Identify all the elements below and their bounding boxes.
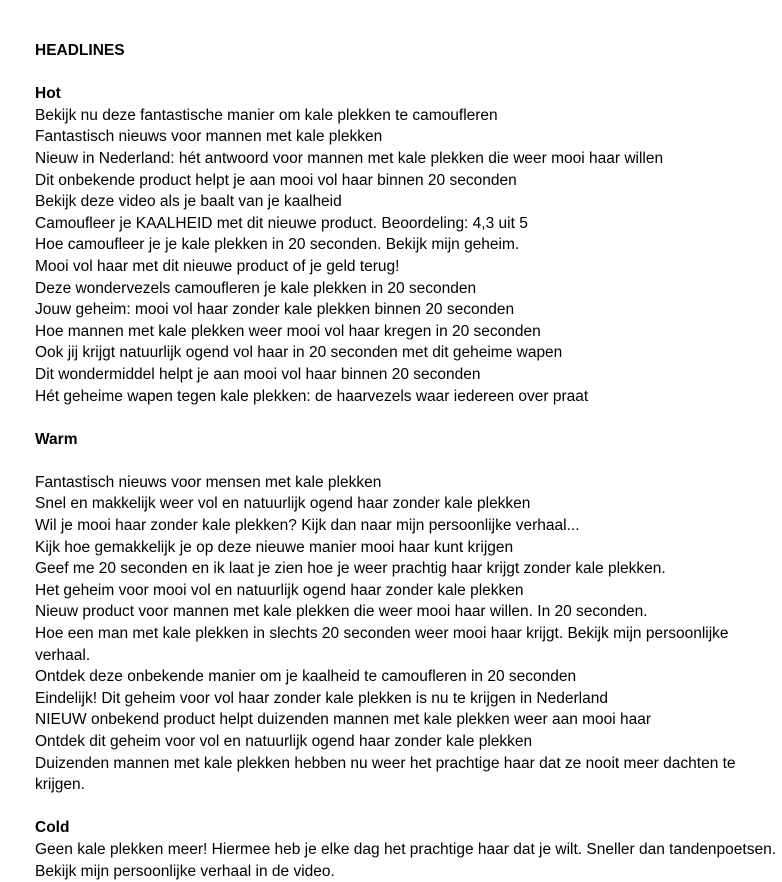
headline-line: Wil je mooi haar zonder kale plekken? Kijk dan naar mijn persoonlijke verhaal...: [35, 517, 580, 535]
headline-line: Het geheim voor mooi vol en natuurlijk ogend haar zonder kale plekken: [35, 581, 524, 599]
headline-line: Dit wondermiddel helpt je aan mooi vol haar binnen 20 seconden: [35, 365, 481, 383]
headline-line: Ook jij krijgt natuurlijk ogend vol haar in 20 seconden met dit geheime wapen: [35, 344, 563, 362]
section-heading-warm: Warm: [35, 430, 78, 448]
headline-line: Geef me 20 seconden en ik laat je zien hoe je weer prachtig haar krijgt zonder kale plekken.: [35, 560, 666, 578]
headline-line: Hoe een man met kale plekken in slechts 20 seconden weer mooi haar krijgt. Bekijk mijn persoonlijke verhaal.: [35, 625, 729, 664]
headline-line: Nieuw in Nederland: hét antwoord voor mannen met kale plekken die weer mooi haar willen: [35, 149, 664, 167]
headline-line: Ontdek dit geheim voor vol en natuurlijk ogend haar zonder kale plekken: [35, 733, 533, 750]
section-cold: [35, 817, 777, 882]
headline-line: Dit onbekende product helpt je aan mooi vol haar binnen 20 seconden: [35, 171, 517, 189]
section-heading-hot: Hot: [35, 85, 61, 103]
spacer: [35, 407, 777, 429]
headline-line: Jouw geheim: mooi vol haar zonder kale plekken binnen 20 seconden: [35, 301, 515, 319]
headline-line: Kijk hoe gemakkelijk je op deze nieuwe manier mooi haar kunt krijgen: [35, 538, 514, 556]
headline-line: Deze wondervezels camoufleren je kale plekken in 20 seconden: [35, 279, 477, 297]
spacer: [35, 62, 777, 84]
headline-line: Bekijk deze video als je baalt van je kaalheid: [35, 193, 342, 211]
headline-line: Camoufleer je KAALHEID met dit nieuwe product. Beoordeling: 4,3 uit 5: [35, 214, 528, 232]
headline-line: Mooi vol haar met dit nieuwe product of je geld terug!: [35, 257, 400, 275]
headline-line: NIEUW onbekend product helpt duizenden mannen met kale plekken weer aan mooi haar: [35, 711, 652, 729]
headline-line: Bekijk nu deze fantastische manier om kale plekken te camoufleren: [35, 106, 498, 124]
headline-line: Fantastisch nieuws voor mannen met kale plekken: [35, 128, 383, 146]
headline-line: Hoe camoufleer je je kale plekken in 20 seconden. Bekijk mijn geheim.: [35, 236, 520, 254]
spacer: [35, 796, 777, 818]
headline-line: Nieuw product voor mannen met kale plekken die weer mooi haar willen. In 20 seconden.: [35, 603, 648, 621]
spacer: [35, 450, 777, 472]
section-warm: [35, 429, 777, 796]
headline-line: Eindelijk! Dit geheim voor vol haar zonder kale plekken is nu te krijgen in Nederland: [35, 689, 608, 707]
section-hot: [35, 83, 777, 407]
headline-line: Hoe mannen met kale plekken weer mooi vol haar kregen in 20 seconden: [35, 322, 541, 340]
headline-line: Fantastisch nieuws voor mensen met kale plekken: [35, 473, 382, 491]
headline-line: Snel en makkelijk weer vol en natuurlijk ogend haar zonder kale plekken: [35, 495, 531, 513]
document-title: HEADLINES: [35, 42, 125, 59]
section-heading-cold: Cold: [35, 819, 70, 837]
headline-line: Ontdek deze onbekende manier om je kaalheid te camoufleren in 20 seconden: [35, 668, 577, 686]
document-body: [35, 40, 777, 882]
headline-line: Hét geheime wapen tegen kale plekken: de haarvezels waar iedereen over praat: [35, 387, 589, 405]
headline-line: Duizenden mannen met kale plekken hebben nu weer het prachtige haar dat ze nooit meer dachten te krijgen.: [35, 754, 736, 794]
headline-line: Geen kale plekken meer! Hiermee heb je elke dag het prachtige haar dat je wilt. Sneller dan tandenpoetsen. Bekijk mijn persoonlijke verhaal in de video.: [35, 840, 777, 880]
